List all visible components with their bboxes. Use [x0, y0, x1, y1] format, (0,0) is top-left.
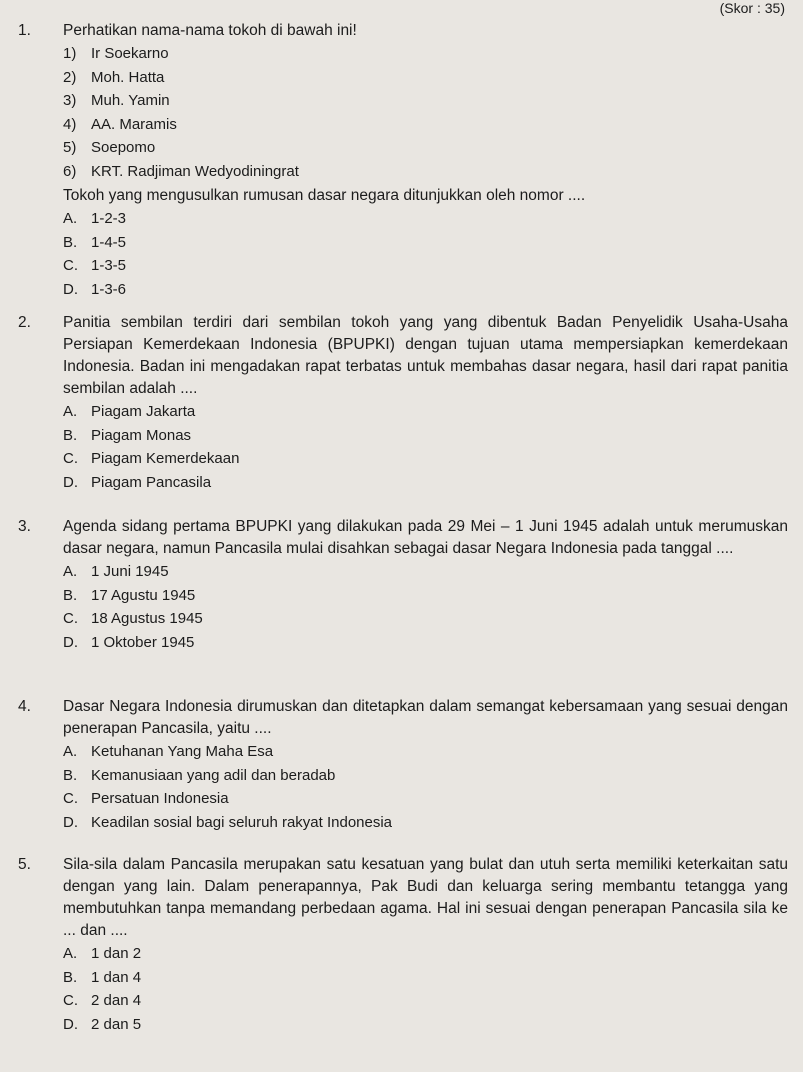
option-list	[63, 942, 788, 1036]
option-text: 18 Agustus 1945	[91, 610, 203, 627]
option-list	[63, 740, 788, 834]
option-d[interactable]	[63, 471, 788, 495]
option-key: A.	[63, 563, 78, 580]
option-key: D.	[63, 813, 78, 831]
option-key: A.	[63, 743, 78, 760]
figure-key: 4)	[63, 115, 77, 133]
option-text: Piagam Kemerdekaan	[91, 450, 240, 467]
option-d[interactable]	[63, 1013, 788, 1037]
option-key: A.	[63, 403, 78, 420]
question-number: 4.	[18, 698, 31, 715]
option-list	[63, 400, 788, 494]
option-text: Kemanusiaan yang adil dan beradab	[91, 766, 336, 784]
option-list	[63, 560, 788, 654]
option-key: A.	[63, 945, 78, 962]
question-5	[18, 854, 788, 1036]
option-d[interactable]	[63, 278, 788, 302]
option-text: 1 dan 4	[91, 968, 142, 986]
option-text: 2 dan 4	[91, 992, 142, 1009]
option-text: 2 dan 5	[91, 1015, 142, 1033]
question-text: Panitia sembilan terdiri dari sembilan tokoh yang yang dibentuk Badan Penyelidik Usaha-Usaha Persiapan Kemerdekaan Indonesia (BPUPKI) dengan tujuan utama mempersiapkan kemerdekaan Indonesia. Badan ini mengadakan rapat terbatas untuk membahas dasar negara, hasil dari rapat panitia sembilan adalah ....	[63, 314, 788, 397]
option-text: Piagam Jakarta	[91, 403, 196, 420]
figure-name: Moh. Hatta	[91, 68, 165, 86]
option-key: B.	[63, 426, 78, 444]
option-text: Piagam Monas	[91, 426, 192, 444]
figure-list	[63, 42, 788, 183]
option-text: 17 Agustu 1945	[91, 586, 196, 604]
option-c[interactable]	[63, 254, 788, 278]
option-key: D.	[63, 280, 78, 298]
option-b[interactable]	[63, 584, 788, 608]
option-key: C.	[63, 610, 78, 627]
question-text: Dasar Negara Indonesia dirumuskan dan ditetapkan dalam semangat kebersamaan yang sesuai dengan penerapan Pancasila, yaitu ....	[63, 698, 788, 737]
option-key: B.	[63, 766, 78, 784]
option-key: C.	[63, 257, 78, 274]
figure-key: 5)	[63, 139, 77, 156]
option-b[interactable]	[63, 966, 788, 990]
figure-name: KRT. Radjiman Wedyodiningrat	[91, 162, 299, 180]
question-3	[18, 516, 788, 654]
question-text: Agenda sidang pertama BPUPKI yang dilakukan pada 29 Mei – 1 Juni 1945 adalah untuk merumuskan dasar negara, namun Pancasila mulai disahkan sebagai dasar Negara Indonesia pada tanggal ....	[63, 518, 788, 557]
option-text: 1 dan 2	[91, 945, 142, 962]
question-number: 5.	[18, 856, 31, 873]
option-key: B.	[63, 233, 78, 251]
option-text: 1-3-6	[91, 280, 127, 298]
figure-key: 2)	[63, 68, 77, 86]
question-number: 1.	[18, 22, 31, 39]
figure-name: AA. Maramis	[91, 115, 177, 133]
option-c[interactable]	[63, 989, 788, 1013]
figure-item	[63, 136, 788, 160]
figure-key: 3)	[63, 92, 77, 109]
option-d[interactable]	[63, 811, 788, 835]
figure-item	[63, 89, 788, 113]
option-key: C.	[63, 790, 78, 807]
option-c[interactable]	[63, 607, 788, 631]
option-b[interactable]	[63, 764, 788, 788]
option-a[interactable]	[63, 207, 788, 231]
option-text: Persatuan Indonesia	[91, 790, 229, 807]
option-key: D.	[63, 1015, 78, 1033]
option-a[interactable]	[63, 400, 788, 424]
option-text: 1 Oktober 1945	[91, 633, 195, 651]
figure-item	[63, 66, 788, 90]
option-text: Ketuhanan Yang Maha Esa	[91, 743, 274, 760]
option-text: Keadilan sosial bagi seluruh rakyat Indonesia	[91, 813, 393, 831]
option-a[interactable]	[63, 740, 788, 764]
option-text: 1-3-5	[91, 257, 127, 274]
option-d[interactable]	[63, 631, 788, 655]
option-c[interactable]	[63, 447, 788, 471]
option-b[interactable]	[63, 231, 788, 255]
option-a[interactable]	[63, 942, 788, 966]
option-key: B.	[63, 586, 78, 604]
option-c[interactable]	[63, 787, 788, 811]
question-prompt: Tokoh yang mengusulkan rumusan dasar negara ditunjukkan oleh nomor ....	[63, 187, 586, 204]
question-number: 2.	[18, 314, 31, 331]
option-key: B.	[63, 968, 78, 986]
score-label: (Skor : 35)	[719, 0, 785, 16]
figure-item	[63, 42, 788, 66]
figure-key: 6)	[63, 162, 77, 180]
figure-name: Ir Soekarno	[91, 45, 169, 62]
figure-key: 1)	[63, 45, 77, 62]
option-key: C.	[63, 450, 78, 467]
option-text: 1-2-3	[91, 210, 127, 227]
option-key: A.	[63, 210, 78, 227]
question-text: Perhatikan nama-nama tokoh di bawah ini!	[63, 22, 357, 39]
question-text: Sila-sila dalam Pancasila merupakan satu kesatuan yang bulat dan utuh serta memiliki keterkaitan satu dengan yang lain. Dalam penerapannya, Pak Budi dan keluarga sering membantu tetangga yang membutuhkan tanpa memandang perbedaan agama. Hal ini sesuai dengan penerapan Pancasila sila ke ... dan ....	[63, 856, 788, 939]
option-b[interactable]	[63, 424, 788, 448]
figure-name: Soepomo	[91, 139, 156, 156]
question-2	[18, 312, 788, 494]
figure-name: Muh. Yamin	[91, 92, 170, 109]
option-a[interactable]	[63, 560, 788, 584]
option-key: C.	[63, 992, 78, 1009]
figure-item	[63, 113, 788, 137]
question-number: 3.	[18, 518, 31, 535]
option-text: 1-4-5	[91, 233, 127, 251]
option-list	[63, 207, 788, 301]
option-key: D.	[63, 473, 78, 491]
option-text: 1 Juni 1945	[91, 563, 169, 580]
option-key: D.	[63, 633, 78, 651]
question-1	[18, 20, 788, 301]
figure-item	[63, 160, 788, 184]
question-4	[18, 696, 788, 834]
option-text: Piagam Pancasila	[91, 473, 212, 491]
